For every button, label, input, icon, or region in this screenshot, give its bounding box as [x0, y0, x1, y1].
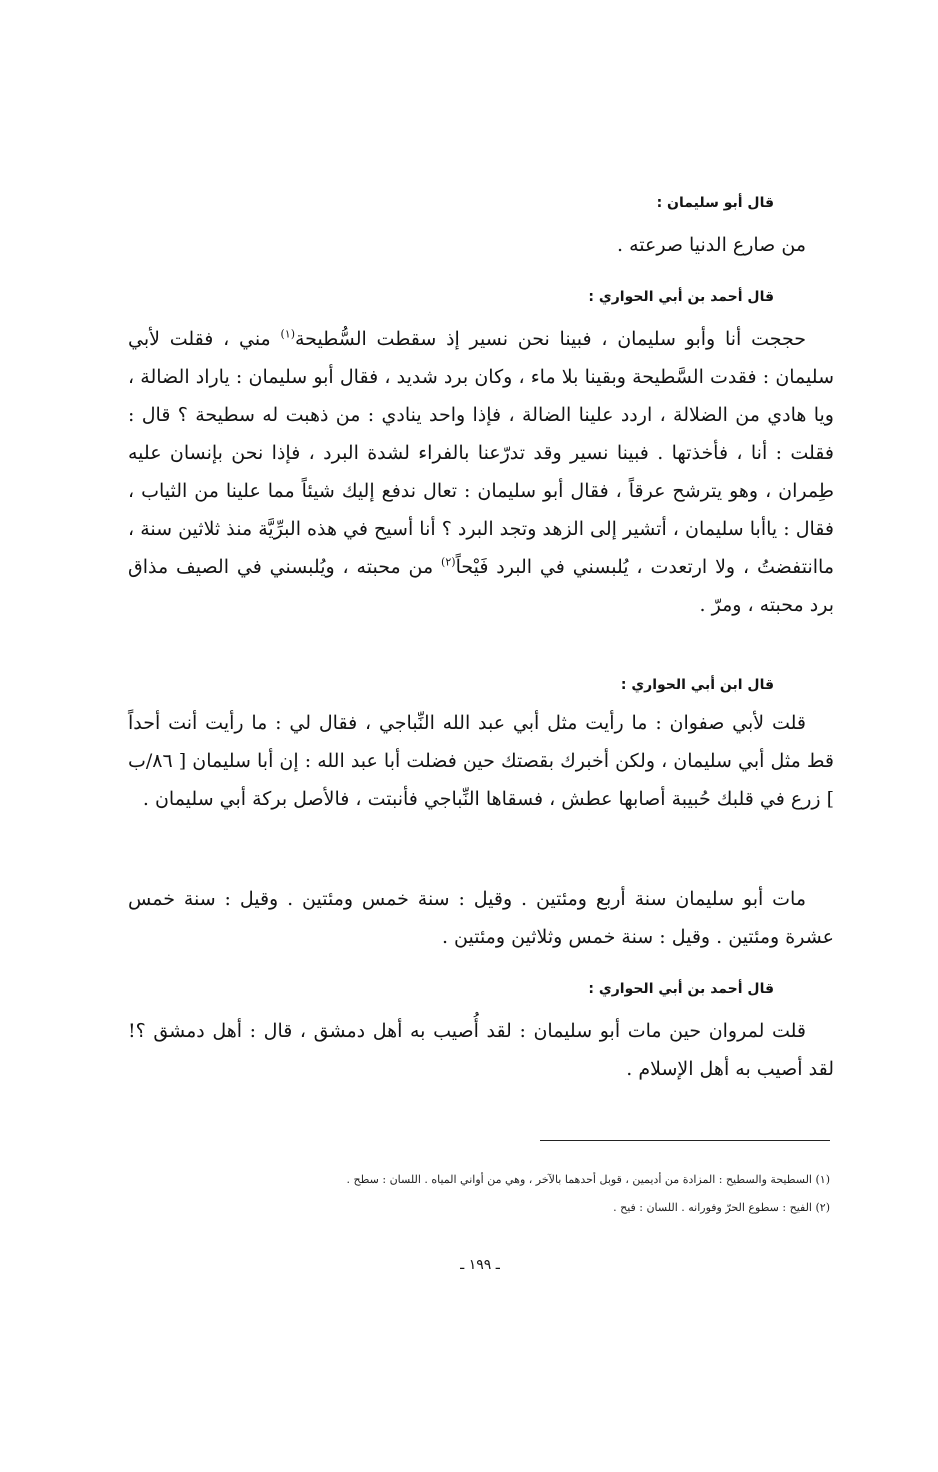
- speaker-heading: قال أحمد بن أبي الحواري :: [588, 289, 774, 305]
- footnote-divider: [540, 1140, 830, 1141]
- paragraph: [128, 320, 834, 624]
- footnote-ref: (١): [280, 327, 295, 341]
- paragraph-text: حججت أنا وأبو سليمان ، فبينا نحن نسير إذ سقطت السُّطيحة: [295, 328, 806, 350]
- paragraph-text: مني ، فقلت لأبي سليمان : فقدت السَّطيحة وبقينا بلا ماء ، وكان برد شديد ، فقال أبو سليمان : ياراد الضالة ، ويا هادي من الضلالة ، اردد علينا الضالة ، فإذا واحد ينادي : من ذهبت له سطيحة ؟ قال : فقلت : أنا ، فأخذتها . فبينا نسير وقد تدرّعنا بالفراء لشدة البرد ، فإذا نحن بإنسان عليه طِمران ، وهو يترشح عرقاً ، فقال أبو سليمان : تعال ندفع إليك شيئاً مما علينا من الثياب ، فقال : ياأبا سليمان ، أتشير إلى الزهد وتجد البرد ؟ أنا أسيح في هذه البرِّيَّة منذ ثلاثين سنة ، ماانتفضتُ ، ولا ارتعدت ، يُلبسني في البرد فَيْحاً: [128, 328, 834, 578]
- page-number: ـ ١٩٩ ـ: [460, 1257, 500, 1273]
- paragraph: قلت لمروان حين مات أبو سليمان : لقد أُصيب به أهل دمشق ، قال : أهل دمشق ؟! لقد أصيب به أهل الإسلام .: [128, 1020, 834, 1080]
- speaker-heading: قال أحمد بن أبي الحواري :: [588, 981, 774, 997]
- speaker-heading: قال أبو سليمان :: [656, 195, 774, 211]
- paragraph: من صارع الدنيا صرعته .: [617, 234, 806, 256]
- paragraph: قلت لأبي صفوان : ما رأيت مثل أبي عبد الله النِّباجي ، فقال لي : ما رأيت أنت أحداً قط مثل أبي سليمان ، ولكن أخبرك بقصتك حين فضلت أبا عبد الله : إن أبا سليمان [ ٨٦/ب ] زرع في قلبك حُبيبة أصابها عطش ، فسقاها النِّباجي فأنبتت ، فالأصل بركة أبي سليمان .: [128, 712, 834, 810]
- paragraph-text: من محبته ، ويُلبسني في الصيف مذاق برد محبته ، ومرّ .: [128, 556, 834, 616]
- footnote: (١) السطيحة والسطيح : المزادة من أديمين ، قوبل أحدهما بالآخر ، وهي من أواني المياه . اللسان : سطح .: [346, 1173, 830, 1186]
- speaker-heading: قال ابن أبي الحواري :: [620, 677, 774, 693]
- footnote: (٢) الفيح : سطوع الحرّ وفورانه . اللسان : فيح .: [613, 1201, 830, 1214]
- paragraph: مات أبو سليمان سنة أربع ومئتين . وقيل : سنة خمس ومئتين . وقيل : سنة خمس عشرة ومئتين . وقيل : سنة خمس وثلاثين ومئتين .: [128, 888, 834, 948]
- footnote-ref: (٢): [441, 555, 456, 569]
